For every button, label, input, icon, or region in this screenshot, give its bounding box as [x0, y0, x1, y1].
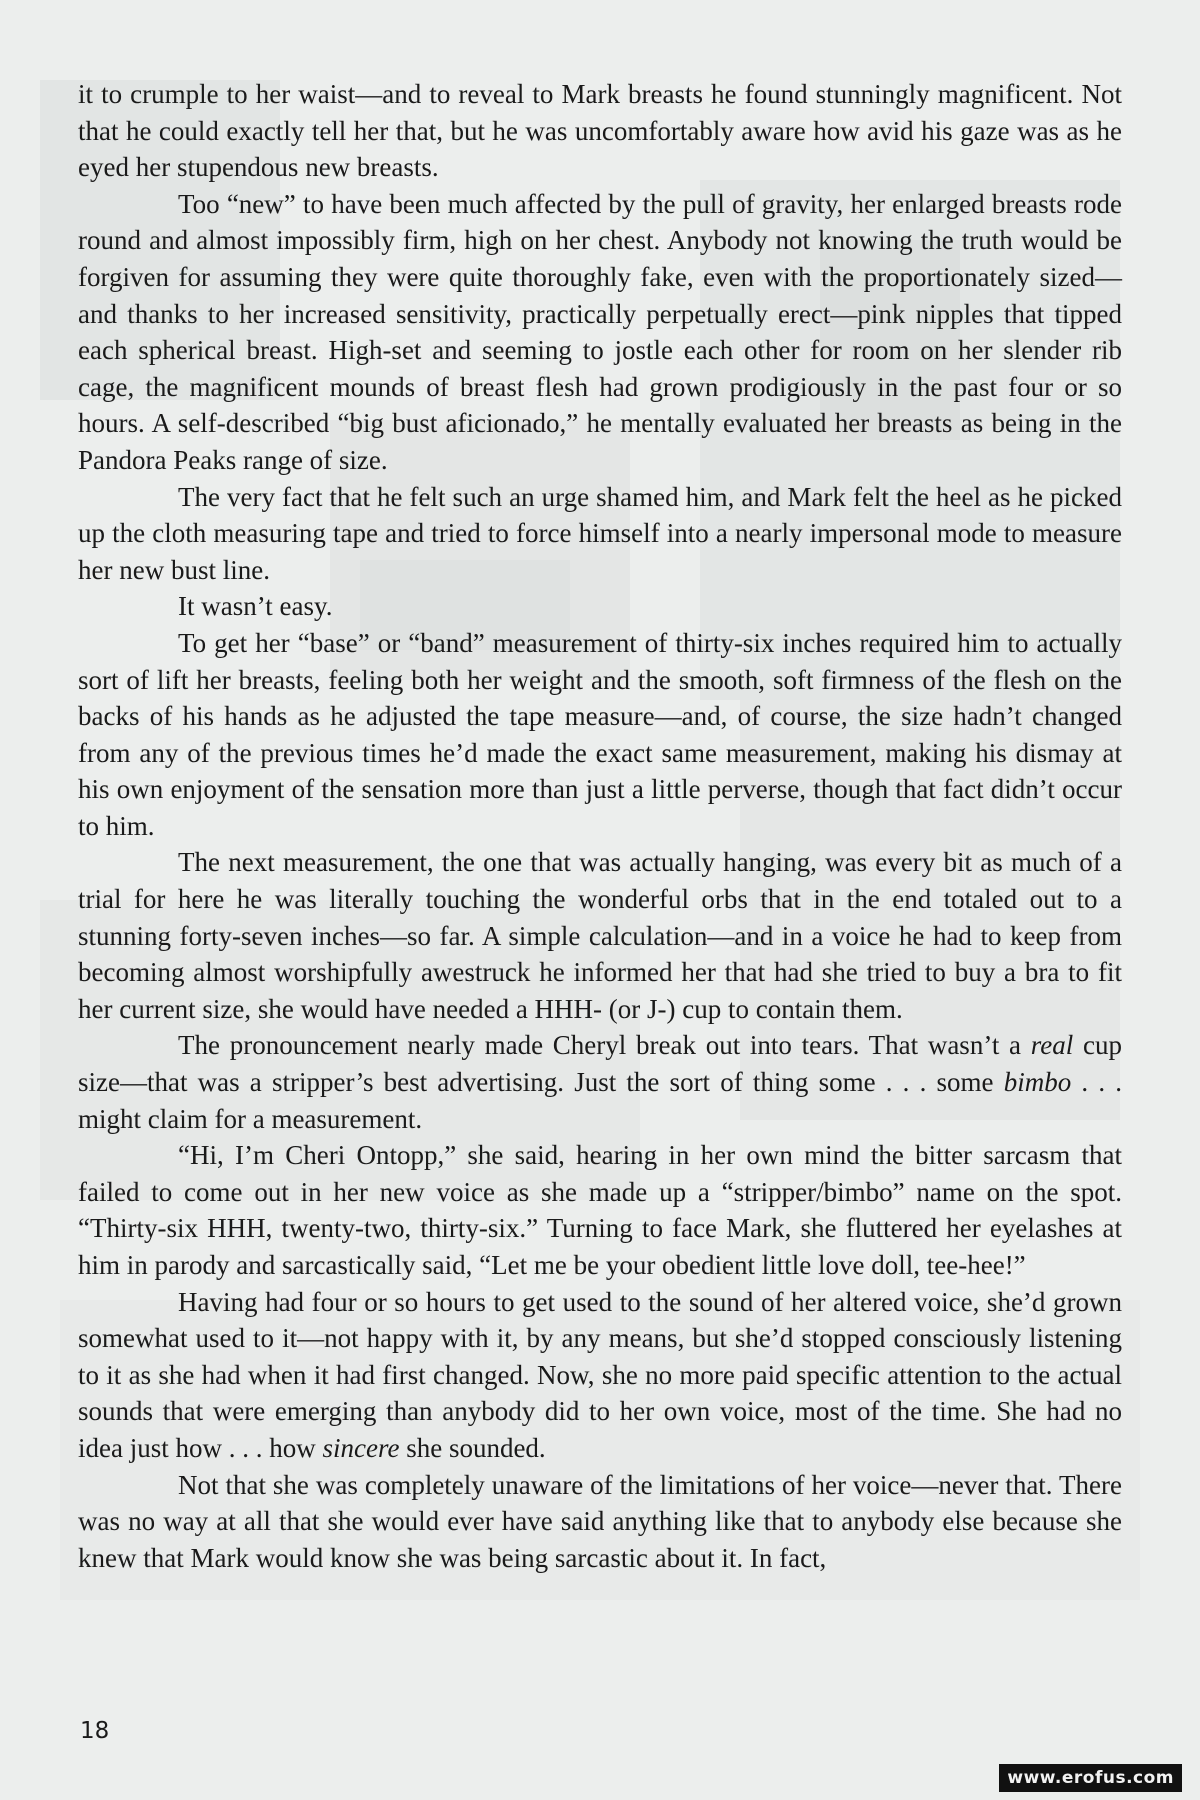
text-run: cup size—that was a stripper’s best advertising. Just the sort of thing some . . . some — [78, 1030, 1122, 1098]
page-number: 18 — [80, 1718, 110, 1744]
italic-text: real — [1030, 1030, 1074, 1061]
text-run: The pronouncement nearly made Cheryl break out into tears. That wasn’t a — [178, 1030, 1031, 1061]
paragraph: The very fact that he felt such an urge shamed him, and Mark felt the heel as he picked up the cloth measuring tape and tried to force himself into a nearly impersonal mode to measure her new bust line. — [78, 481, 1122, 585]
paragraph: it to crumple to her waist—and to reveal to Mark breasts he found stunningly magnificent. Not that he could exactly tell her that, but he was uncomfortably aware how avid his gaze was as he eyed her stupendous new breasts. — [78, 79, 1122, 183]
paragraph: It wasn’t easy. — [178, 591, 333, 622]
text-run: . . . might claim for a measurement. — [78, 1067, 1123, 1134]
italic-text: bimbo — [1003, 1067, 1072, 1098]
paragraph: Not that she was completely unaware of the limitations of her voice—never that. There was no way at all that she would ever have said anything like that to anybody else because she knew that Mark would know she was being sarcastic about it. In fact, — [78, 1469, 1122, 1573]
italic-text: sincere — [322, 1432, 400, 1463]
paragraph — [78, 1027, 1122, 1137]
watermark: www.erofus.com — [999, 1764, 1182, 1792]
text-run: Having had four or so hours to get used to the sound of her altered voice, she’d grown somewhat used to it—not happy with it, by any means, but she’d stopped consciously listening to it as she had when it had first changed. Now, she no more paid specific attention to the actual sounds that were emerging than anybody did to her own voice, most of the time. She had no idea just how . . . how — [78, 1286, 1122, 1463]
paragraph: Too “new” to have been much affected by the pull of gravity, her enlarged breasts rode round and almost impossibly firm, high on her chest. Anybody not knowing the truth would be forgiven for assuming they were quite thoroughly fake, even with the proportionately sized—and thanks to her increased sensitivity, practically perpetually erect—pink nipples that tipped each spherical breast. High-set and seeming to jostle each other for room on her slender rib cage, the magnificent mounds of breast flesh had grown prodigiously in the past four or so hours. A self-described “big bust aficionado,” he mentally evaluated her breasts as being in the Pandora Peaks range of size. — [78, 188, 1122, 475]
body-text — [78, 76, 1122, 1576]
paragraph — [78, 1284, 1122, 1467]
paragraph: The next measurement, the one that was actually hanging, was every bit as much of a trial for here he was literally touching the wonderful orbs that in the end totaled out to a stunning forty-seven inches—so far. A simple calculation—and in a voice he had to keep from becoming almost worshipfully awestruck he informed her that had she tried to buy a bra to fit her current size, she would have needed a HHH- (or J-) cup to contain them. — [78, 847, 1122, 1024]
paragraph: “Hi, I’m Cheri Ontopp,” she said, hearing in her own mind the bitter sarcasm that failed to come out in her new voice as she made up a “stripper/bimbo” name on the spot. “Thirty-six HHH, twenty-two, thirty-six.” Turning to face Mark, she fluttered her eyelashes at him in parody and sarcastically said, “Let me be your obedient little love doll, tee-hee!” — [78, 1140, 1122, 1280]
text-run: she sounded. — [399, 1432, 546, 1463]
paragraph: To get her “base” or “band” measurement of thirty-six inches required him to actually sort of lift her breasts, feeling both her weight and the smooth, soft firmness of the flesh on the backs of his hands as he adjusted the tape measure—and, of course, the size hadn’t changed from any of the previous times he’d made the exact same measurement, making his dismay at his own enjoyment of the sensation more than just a little perverse, though that fact didn’t occur to him. — [78, 627, 1122, 841]
